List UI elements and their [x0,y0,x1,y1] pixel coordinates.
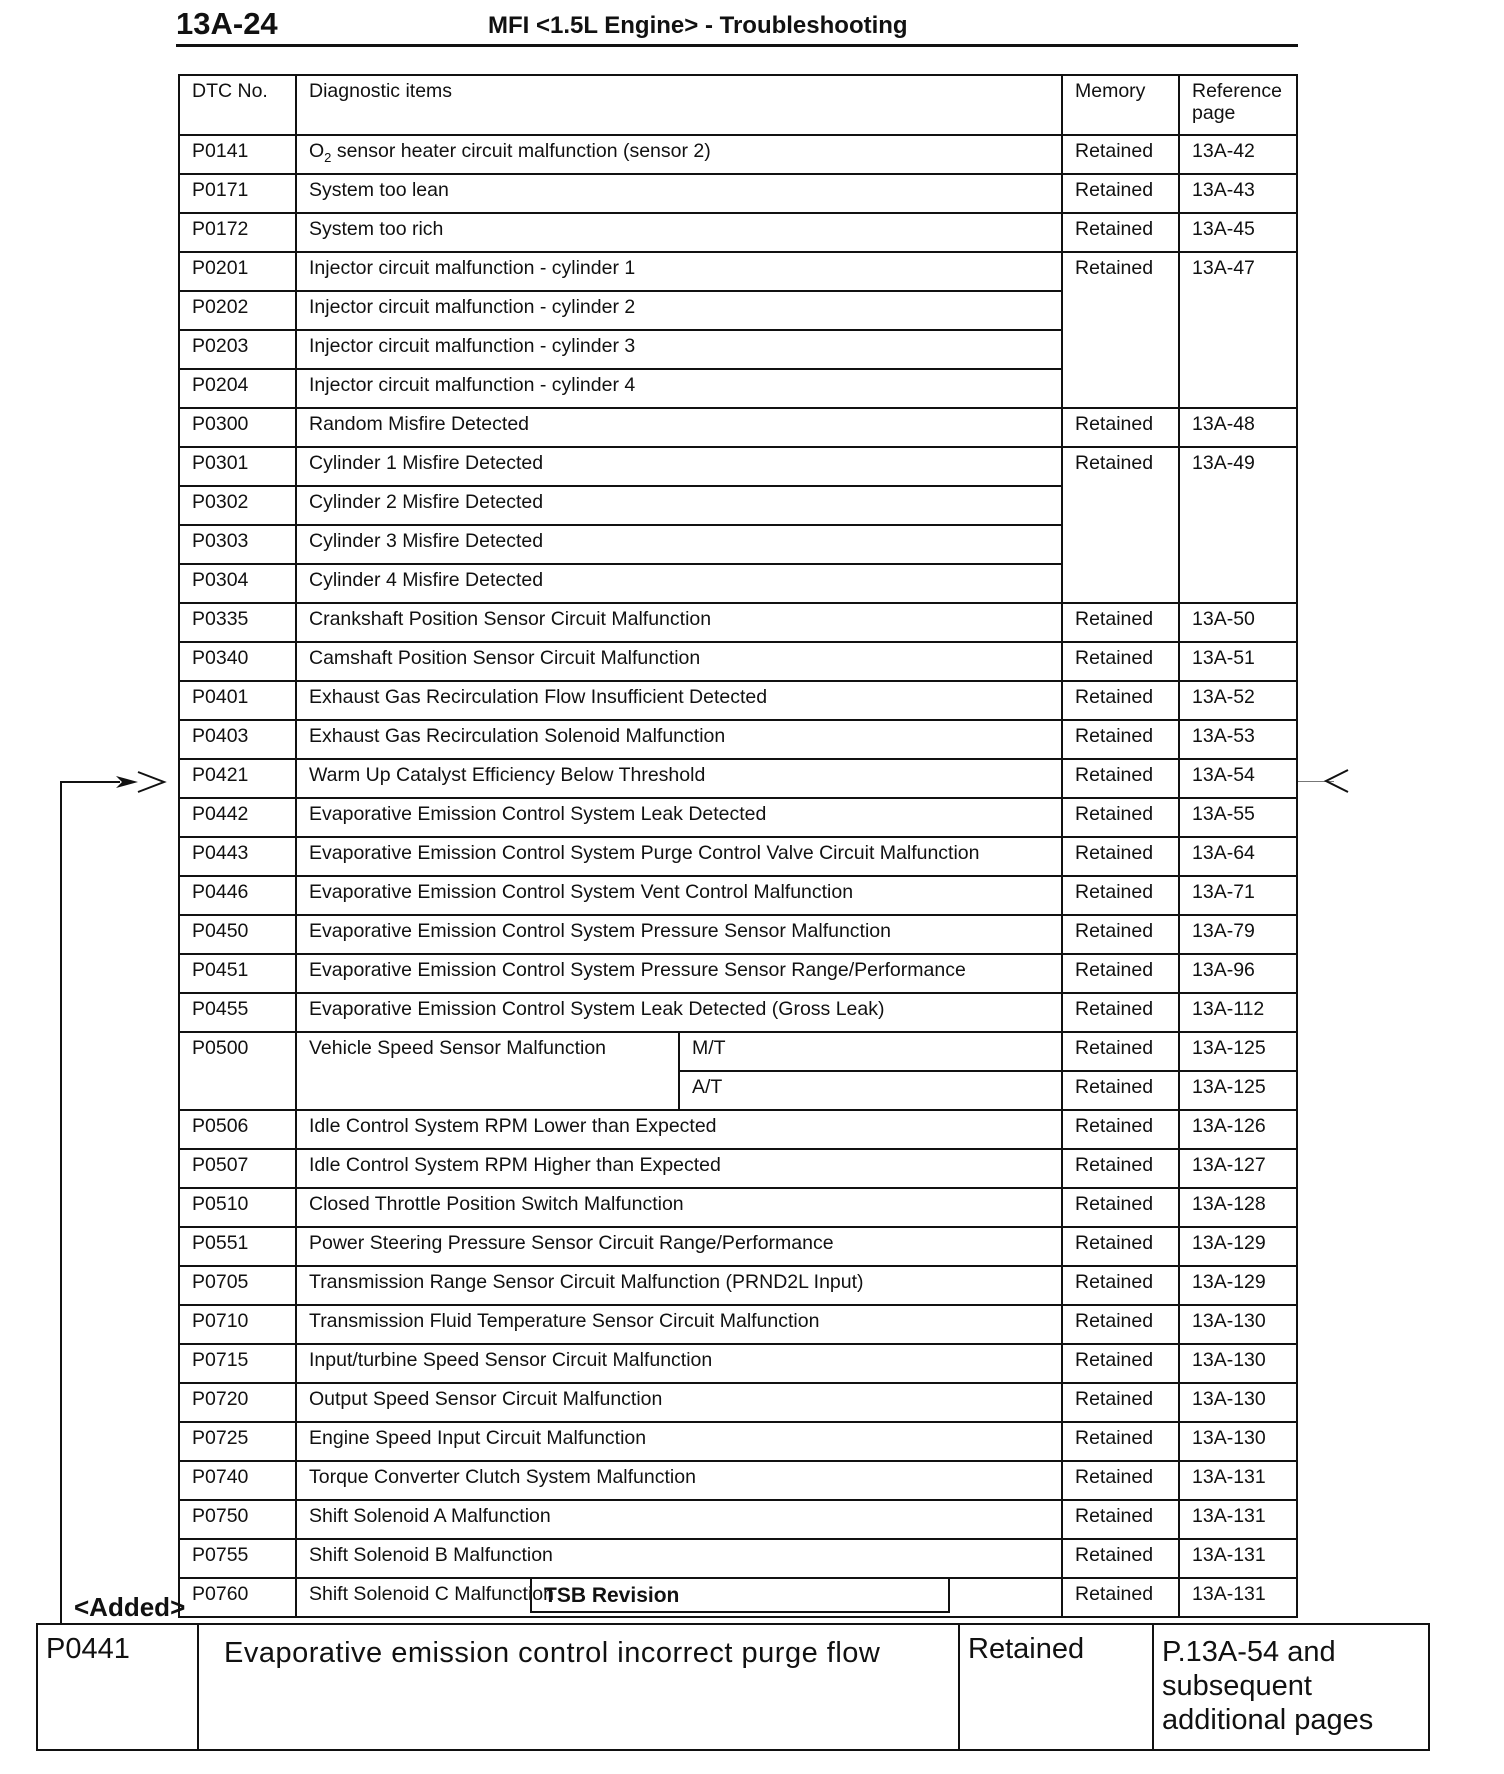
dtc-cell: P0451 [179,954,296,993]
memory-cell: Retained [1062,993,1179,1032]
item-cell: Cylinder 3 Misfire Detected [296,525,1062,564]
dtc-cell: P0720 [179,1383,296,1422]
reference-cell: 13A-51 [1179,642,1297,681]
reference-cell: 13A-49 [1179,447,1297,603]
memory-cell: Retained [1062,642,1179,681]
reference-cell: 13A-131 [1179,1500,1297,1539]
dtc-table [178,74,1298,1618]
reference-cell: 13A-45 [1179,213,1297,252]
item-cell: Evaporative Emission Control System Leak Detected [296,798,1062,837]
table-row [179,447,1297,486]
item-cell: Idle Control System RPM Higher than Expected [296,1149,1062,1188]
reference-cell: 13A-131 [1179,1578,1297,1617]
reference-cell: 13A-64 [1179,837,1297,876]
memory-cell: Retained [1062,915,1179,954]
sub-type-cell: A/T [679,1071,1062,1110]
item-cell: Vehicle Speed Sensor Malfunction [296,1032,679,1110]
dtc-cell: P0300 [179,408,296,447]
reference-cell: 13A-42 [1179,135,1297,174]
reference-cell: 13A-131 [1179,1461,1297,1500]
item-cell: Cylinder 4 Misfire Detected [296,564,1062,603]
reference-cell: 13A-126 [1179,1110,1297,1149]
dtc-cell: P0204 [179,369,296,408]
item-cell: System too lean [296,174,1062,213]
item-cell: Closed Throttle Position Switch Malfunction [296,1188,1062,1227]
reference-cell: 13A-43 [1179,174,1297,213]
dtc-cell: P0302 [179,486,296,525]
item-cell: Injector circuit malfunction - cylinder 4 [296,369,1062,408]
page-title: MFI <1.5L Engine> - Troubleshooting [488,12,908,39]
item-cell: Cylinder 1 Misfire Detected [296,447,1062,486]
memory-cell: Retained [1062,1461,1179,1500]
memory-cell: Retained [1062,447,1179,603]
item-cell: System too rich [296,213,1062,252]
dtc-cell: P0760 [179,1578,296,1617]
table-row [179,1422,1297,1461]
item-cell: Transmission Fluid Temperature Sensor Circuit Malfunction [296,1305,1062,1344]
item-text-post: sensor heater circuit malfunction (sensor 2) [331,140,711,162]
reference-cell: 13A-71 [1179,876,1297,915]
col-header-reference: Reference page [1179,75,1297,135]
item-cell: Injector circuit malfunction - cylinder 1 [296,252,1062,291]
revision-marker-right-icon [1322,768,1352,796]
table-row [179,915,1297,954]
reference-cell: 13A-129 [1179,1266,1297,1305]
dtc-cell: P0750 [179,1500,296,1539]
revision-marker-line-top [60,781,120,783]
table-row [179,1539,1297,1578]
item-cell [296,135,1062,174]
memory-cell: Retained [1062,1539,1179,1578]
col-header-dtc: DTC No. [179,75,296,135]
reference-cell: 13A-54 [1179,759,1297,798]
memory-cell: Retained [1062,1422,1179,1461]
item-text-sub: 2 [324,149,332,165]
item-cell: Power Steering Pressure Sensor Circuit Range/Performance [296,1227,1062,1266]
dtc-cell: P0201 [179,252,296,291]
table-row [179,993,1297,1032]
table-row [179,642,1297,681]
table-row [179,1032,1297,1071]
memory-cell: Retained [1062,174,1179,213]
dtc-cell: P0705 [179,1266,296,1305]
item-cell: Shift Solenoid B Malfunction [296,1539,1062,1578]
table-row [179,759,1297,798]
table-row [179,1344,1297,1383]
item-cell: Cylinder 2 Misfire Detected [296,486,1062,525]
dtc-cell: P0304 [179,564,296,603]
table-row [179,135,1297,174]
col-header-memory: Memory [1062,75,1179,135]
memory-cell: Retained [1062,837,1179,876]
memory-cell: Retained [1062,1500,1179,1539]
item-cell: Injector circuit malfunction - cylinder 3 [296,330,1062,369]
memory-cell: Retained [1062,1344,1179,1383]
dtc-cell: P0500 [179,1032,296,1110]
memory-cell: Retained [1062,213,1179,252]
item-cell: Random Misfire Detected [296,408,1062,447]
table-row [179,174,1297,213]
memory-cell: Retained [1062,1149,1179,1188]
item-cell: Idle Control System RPM Lower than Expected [296,1110,1062,1149]
item-cell: Warm Up Catalyst Efficiency Below Threshold [296,759,1062,798]
memory-cell: Retained [1062,252,1179,408]
reference-cell: 13A-131 [1179,1539,1297,1578]
reference-cell: 13A-50 [1179,603,1297,642]
added-item: Evaporative emission control incorrect purge flow [198,1624,959,1750]
memory-cell: Retained [1062,1383,1179,1422]
dtc-cell: P0203 [179,330,296,369]
dtc-cell: P0335 [179,603,296,642]
memory-cell: Retained [1062,1305,1179,1344]
item-cell: Input/turbine Speed Sensor Circuit Malfunction [296,1344,1062,1383]
table-row [179,1188,1297,1227]
revision-marker-line [60,781,62,1623]
dtc-cell: P0755 [179,1539,296,1578]
memory-cell: Retained [1062,876,1179,915]
memory-cell: Retained [1062,1032,1179,1071]
added-memory: Retained [959,1624,1153,1750]
table-header-row [179,75,1297,135]
item-cell: Shift Solenoid A Malfunction [296,1500,1062,1539]
dtc-cell: P0551 [179,1227,296,1266]
sub-type-cell: M/T [679,1032,1062,1071]
memory-cell: Retained [1062,798,1179,837]
memory-cell: Retained [1062,1110,1179,1149]
item-cell: Exhaust Gas Recirculation Flow Insufficient Detected [296,681,1062,720]
item-cell: Evaporative Emission Control System Pressure Sensor Malfunction [296,915,1062,954]
table-row [179,1500,1297,1539]
table-row [179,720,1297,759]
reference-cell: 13A-130 [1179,1383,1297,1422]
dtc-cell: P0507 [179,1149,296,1188]
reference-cell: 13A-48 [1179,408,1297,447]
reference-cell: 13A-79 [1179,915,1297,954]
item-cell: Camshaft Position Sensor Circuit Malfunction [296,642,1062,681]
memory-cell: Retained [1062,135,1179,174]
dtc-cell: P0340 [179,642,296,681]
reference-cell: 13A-130 [1179,1305,1297,1344]
memory-cell: Retained [1062,1071,1179,1110]
table-row [179,837,1297,876]
memory-cell: Retained [1062,408,1179,447]
reference-cell: 13A-125 [1179,1071,1297,1110]
added-label: <Added> [74,1592,186,1622]
item-cell: Engine Speed Input Circuit Malfunction [296,1422,1062,1461]
table-row [179,1227,1297,1266]
table-row [179,213,1297,252]
item-cell: Exhaust Gas Recirculation Solenoid Malfunction [296,720,1062,759]
item-cell: Shift Solenoid C Malfunction [296,1578,1062,1617]
dtc-cell: P0172 [179,213,296,252]
revision-arrow-icon [116,770,168,794]
memory-cell: Retained [1062,1188,1179,1227]
item-cell: Crankshaft Position Sensor Circuit Malfunction [296,603,1062,642]
dtc-cell: P0510 [179,1188,296,1227]
added-dtc: P0441 [37,1624,198,1750]
memory-cell: Retained [1062,681,1179,720]
reference-cell: 13A-47 [1179,252,1297,408]
memory-cell: Retained [1062,1227,1179,1266]
dtc-cell: P0443 [179,837,296,876]
added-table [36,1623,1430,1751]
table-row [179,1149,1297,1188]
dtc-cell: P0725 [179,1422,296,1461]
dtc-cell: P0442 [179,798,296,837]
item-cell: Evaporative Emission Control System Purge Control Valve Circuit Malfunction [296,837,1062,876]
dtc-cell: P0506 [179,1110,296,1149]
memory-cell: Retained [1062,720,1179,759]
item-cell: Evaporative Emission Control System Vent Control Malfunction [296,876,1062,915]
reference-cell: 13A-112 [1179,993,1297,1032]
reference-cell: 13A-96 [1179,954,1297,993]
table-row [179,408,1297,447]
table-row [179,1266,1297,1305]
tsb-revision-box: TSB Revision [530,1577,950,1613]
reference-cell: 13A-130 [1179,1344,1297,1383]
memory-cell: Retained [1062,954,1179,993]
reference-cell: 13A-128 [1179,1188,1297,1227]
dtc-cell: P0171 [179,174,296,213]
item-text-pre: O [309,140,325,162]
item-cell: Evaporative Emission Control System Pressure Sensor Range/Performance [296,954,1062,993]
item-cell: Transmission Range Sensor Circuit Malfunction (PRND2L Input) [296,1266,1062,1305]
table-row [179,603,1297,642]
dtc-cell: P0301 [179,447,296,486]
memory-cell: Retained [1062,1578,1179,1617]
page-number: 13A-24 [176,6,278,41]
item-cell: Torque Converter Clutch System Malfunction [296,1461,1062,1500]
item-cell: Injector circuit malfunction - cylinder 2 [296,291,1062,330]
reference-cell: 13A-53 [1179,720,1297,759]
reference-cell: 13A-129 [1179,1227,1297,1266]
dtc-cell: P0421 [179,759,296,798]
dtc-cell: P0450 [179,915,296,954]
reference-cell: 13A-130 [1179,1422,1297,1461]
dtc-cell: P0740 [179,1461,296,1500]
header-rule [176,44,1298,47]
table-row [179,1305,1297,1344]
reference-cell: 13A-55 [1179,798,1297,837]
dtc-cell: P0202 [179,291,296,330]
dtc-cell: P0403 [179,720,296,759]
dtc-cell: P0141 [179,135,296,174]
table-row [179,1461,1297,1500]
memory-cell: Retained [1062,759,1179,798]
table-row [179,252,1297,291]
dtc-cell: P0401 [179,681,296,720]
table-row [179,876,1297,915]
reference-cell: 13A-125 [1179,1032,1297,1071]
table-row [179,681,1297,720]
memory-cell: Retained [1062,603,1179,642]
dtc-cell: P0455 [179,993,296,1032]
table-row [179,1110,1297,1149]
item-cell: Evaporative Emission Control System Leak Detected (Gross Leak) [296,993,1062,1032]
added-row [37,1624,1429,1750]
dtc-cell: P0303 [179,525,296,564]
dtc-cell: P0710 [179,1305,296,1344]
table-row [179,1383,1297,1422]
dtc-cell: P0446 [179,876,296,915]
item-cell: Output Speed Sensor Circuit Malfunction [296,1383,1062,1422]
memory-cell: Retained [1062,1266,1179,1305]
table-row [179,954,1297,993]
reference-cell: 13A-127 [1179,1149,1297,1188]
reference-cell: 13A-52 [1179,681,1297,720]
table-row [179,798,1297,837]
dtc-cell: P0715 [179,1344,296,1383]
added-reference: P.13A-54 and subsequent additional pages [1153,1624,1429,1750]
col-header-items: Diagnostic items [296,75,1062,135]
